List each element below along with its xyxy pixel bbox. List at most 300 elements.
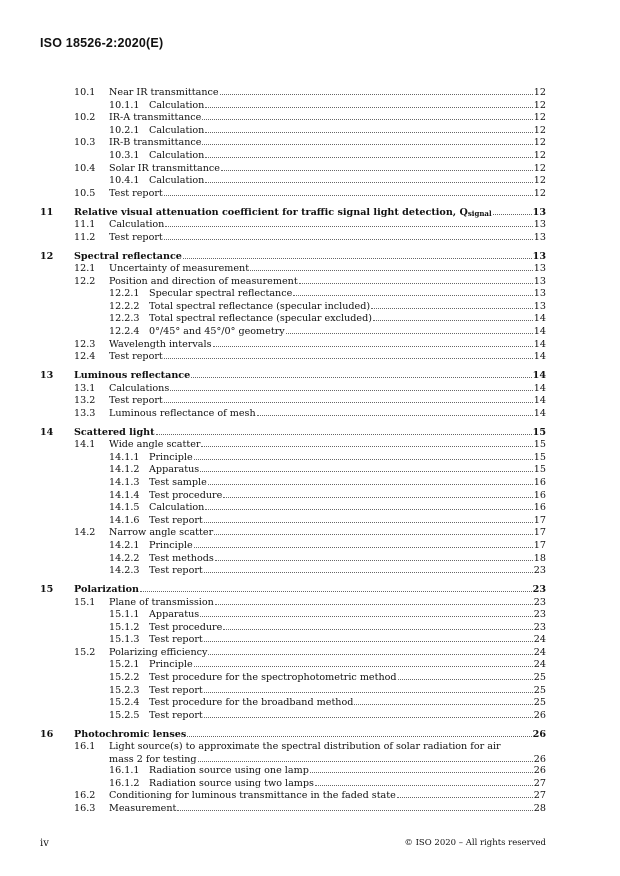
toc-entry-page: 28 [533,803,546,814]
toc-entry-number: 16.2 [74,790,96,802]
toc-entry-title-text: Test sample [149,476,207,488]
dot-leader [202,144,532,145]
toc-entry[interactable] [40,527,546,540]
toc-entry-page: 13 [533,275,546,287]
toc-entry[interactable] [40,452,546,465]
toc-entry-title [109,351,163,364]
toc-entry-title [149,301,370,314]
toc-entry-number: 16.1.2 [109,777,140,789]
toc-entry[interactable] [40,634,546,647]
toc-entry-title-text: Test report [149,565,203,577]
toc-entry-title-text: Test procedure for the spectrophotometric method [149,672,397,684]
toc-entry[interactable] [40,276,546,289]
toc-entry-number: 13.2 [74,395,96,407]
toc-entry-number: 14.2 [74,527,96,539]
toc-entry-title [149,540,193,553]
toc-entry-number: 12.4 [74,351,96,363]
toc-entry-title-text: Near IR transmittance [109,87,219,98]
toc-entry-title-text: Test report [149,634,203,646]
toc-entry-title-text: Calculation [149,175,205,187]
toc-entry[interactable] [40,137,546,150]
toc-entry-title-text: Apparatus [149,609,200,621]
dot-leader [140,591,532,592]
toc-entry-page: 15 [532,426,546,438]
toc-entry[interactable] [40,301,546,314]
toc-entry-title [149,150,204,163]
toc-entry-number: 10.5 [74,187,96,199]
dot-leader [221,170,533,171]
toc-entry-page: 16 [533,489,546,501]
toc-entry-title [109,339,212,352]
toc-entry-title-text: Wide angle scatter [109,439,201,451]
toc-entry-number: 15.2.4 [109,697,140,709]
toc-entry[interactable] [40,685,546,698]
toc-entry-number: 15 [40,583,54,595]
toc-entry-title-text: Spectral reflectance [74,250,182,262]
toc-entry[interactable] [40,263,546,276]
toc-entry-page: 14 [533,382,546,394]
toc-entry[interactable] [40,790,546,803]
toc-entry-title [109,408,256,421]
dot-leader [164,402,533,403]
toc-entry-title-text: Wavelength intervals [109,338,212,350]
toc-entry-page: 12 [533,87,546,98]
toc-entry-title-text: Uncertainty of measurement [109,263,250,275]
toc-entry-title-text: Calculation [149,502,205,514]
toc-entry[interactable] [40,150,546,163]
toc-entry[interactable] [40,439,546,452]
toc-entry-title-text: Solar IR transmittance [109,162,220,174]
toc-entry-title-text: Calculations [109,382,170,394]
toc-entry[interactable] [40,288,546,301]
dot-leader [194,459,533,460]
toc-entry[interactable] [40,729,546,742]
toc-entry-number: 12.2.1 [109,288,140,300]
toc-entry[interactable] [40,647,546,660]
dot-leader [310,772,533,773]
toc-entry-title-text: Radiation source using one lamp [149,765,309,777]
toc-entry-page: 12 [533,99,546,111]
dot-leader [200,616,533,617]
toc-entry[interactable] [40,597,546,610]
toc-entry-title-text: Position and direction of measurement [109,275,298,287]
toc-entry[interactable] [40,697,546,710]
toc-entry-title-text: Luminous reflectance of mesh [109,407,256,419]
toc-entry-page: 23 [532,583,546,595]
toc-entry-title [74,584,139,597]
toc-entry-page: 17 [533,514,546,526]
toc-entry-title [149,609,199,622]
toc-entry-title-text: Test report [109,395,163,407]
toc-entry-title [149,452,193,465]
toc-entry[interactable] [40,125,546,138]
toc-entry-title [109,87,219,100]
toc-entry-title [109,163,220,176]
toc-entry-number: 15.1 [74,596,96,608]
dot-leader [164,195,533,196]
dot-leader [164,239,533,240]
toc-entry-title-text: 0°/45° and 45°/0° geometry [149,326,285,338]
copyright-notice: © ISO 2020 – All rights reserved [404,838,546,848]
dot-leader [202,119,532,120]
toc-entry-page: 14 [533,395,546,407]
dot-leader [204,692,533,693]
toc-entry-number: 14.2.2 [109,552,140,564]
toc-entry[interactable] [40,175,546,188]
toc-entry-title-text: Total spectral reflectance (specular included) [149,300,371,312]
toc-entry-title [149,175,204,188]
toc-entry-title-text: Luminous reflectance [74,370,191,382]
toc-entry[interactable] [40,765,546,778]
dot-leader [371,308,533,309]
dot-leader [373,320,533,321]
dot-leader [204,641,533,642]
toc-entry-page: 13 [533,288,546,300]
dot-leader [208,654,532,655]
dot-leader [250,270,533,271]
toc-entry-page: 18 [533,552,546,564]
toc-entry[interactable] [40,464,546,477]
toc-entry[interactable] [40,502,546,515]
toc-entry-title [74,729,186,742]
toc-entry[interactable] [40,778,546,791]
toc-entry[interactable] [40,540,546,553]
toc-entry-number: 15.1.3 [109,634,140,646]
toc-entry-number: 15.2 [74,646,96,658]
dot-leader [223,497,532,498]
toc-entry-number: 12.2 [74,275,96,287]
toc-entry-page: 15 [533,451,546,463]
toc-entry-page: 14 [533,313,546,325]
toc-entry-page: 26 [533,709,546,721]
toc-entry-page: 13 [532,206,546,218]
toc-entry-title-text: Polarizing efficiency [109,646,208,658]
page-number: iv [40,838,49,849]
toc-entry[interactable] [40,565,546,578]
toc-entry-title [149,765,309,778]
toc-entry-number: 14.1 [74,439,96,451]
toc-entry-number: 14 [40,426,54,438]
toc-entry[interactable] [40,515,546,528]
toc-entry-title-text: Principle [149,451,193,463]
toc-entry-title [109,137,201,150]
dot-leader [220,94,533,95]
dot-leader [315,785,533,786]
toc-entry-title [149,100,204,113]
toc-entry-number: 16.1 [74,741,96,753]
toc-entry-title [74,370,190,383]
dot-leader [204,717,533,718]
dot-leader [215,560,533,561]
toc-entry-title [149,622,222,635]
toc-entry[interactable] [40,188,546,201]
toc-entry-number: 14.1.5 [109,502,140,514]
toc-entry-title-text: IR-B transmittance [109,137,202,149]
toc-entry-number: 10.3 [74,137,96,149]
toc-entry-page: 25 [533,672,546,684]
toc-entry-title-text: Test report [109,187,163,199]
toc-entry-page: 13 [533,263,546,275]
toc-entry-page: 27 [533,777,546,789]
toc-entry-title-text: Calculation [149,124,205,136]
toc-entry-number: 10.4.1 [109,175,140,187]
toc-entry-title [74,207,492,221]
toc-entry[interactable] [40,251,546,264]
dot-leader [286,333,533,334]
toc-entry-title-text: Scattered light [74,426,155,438]
toc-entry-title-text: Total spectral reflectance (specular excluded) [149,313,372,325]
toc-entry-title [149,326,285,339]
toc-entry-page: 14 [532,370,546,382]
dot-leader [194,666,533,667]
toc-entry-title [149,515,203,528]
toc-entry-page: 17 [533,527,546,539]
toc-entry-title [149,125,204,138]
toc-entry-title [149,659,193,672]
toc-entry-title-text: Conditioning for luminous transmittance in the faded state [109,790,396,802]
toc-entry[interactable] [40,100,546,113]
toc-entry[interactable] [40,659,546,672]
toc-entry-page: 14 [533,326,546,338]
toc-entry-title-text: Photochromic lenses [74,728,187,740]
toc-entry-number: 14.2.3 [109,565,140,577]
toc-entry[interactable] [40,584,546,597]
toc-entry-title [109,439,200,452]
toc-entry-page: 15 [533,439,546,451]
toc-entry-page: 23 [533,596,546,608]
toc-entry[interactable] [40,163,546,176]
toc-entry-number: 12.2.4 [109,326,140,338]
toc-entry-page: 26 [532,728,546,740]
dot-leader [257,415,533,416]
toc-entry[interactable] [40,395,546,408]
dot-leader [397,797,533,798]
toc-entry-number: 16 [40,728,54,740]
toc-entry-title [109,597,214,610]
toc-entry-title [109,232,163,245]
toc-entry-page: 25 [533,697,546,709]
toc-entry-title [109,263,249,276]
dot-leader [177,810,532,811]
dot-leader [205,157,532,158]
toc-entry-title-text: Test report [149,709,203,721]
toc-entry-title [149,464,199,477]
toc-entry[interactable] [40,553,546,566]
toc-entry-number: 12.2.3 [109,313,140,325]
toc-entry-title-text: Calculation [149,99,205,111]
toc-entry-title-text: Test procedure [149,621,223,633]
toc-entry[interactable] [40,803,546,816]
toc-entry-page: 23 [533,609,546,621]
toc-entry[interactable] [40,490,546,503]
toc-entry[interactable] [40,427,546,440]
toc-entry-page: 12 [533,124,546,136]
toc-entry-number: 15.2.3 [109,684,140,696]
toc-entry[interactable] [40,710,546,723]
toc-entry[interactable] [40,351,546,364]
toc-entry-page: 14 [533,407,546,419]
toc-entry[interactable] [40,609,546,622]
toc-entry[interactable] [40,112,546,125]
dot-leader [205,509,532,510]
toc-entry-title [109,647,207,660]
toc-entry-title-text: Test procedure for the broadband method [149,697,354,709]
toc-entry[interactable] [40,408,546,421]
toc-entry-page: 24 [533,646,546,658]
toc-entry-title [109,276,298,289]
dot-leader [194,547,533,548]
toc-entry-title-text: IR-A transmittance [109,112,202,124]
toc-entry-number: 11.2 [74,231,96,243]
toc-entry-title [74,251,182,264]
toc-entry-page: 13 [533,219,546,231]
toc-entry-number: 13 [40,370,54,382]
toc-entry-title-continued: mass 2 for testing [109,753,197,765]
toc-entry-title [149,685,203,698]
toc-entry-page: 12 [533,187,546,199]
toc-entry-title [149,697,353,710]
toc-entry[interactable] [40,207,546,220]
toc-entry-number: 10.1.1 [109,99,140,111]
table-of-contents [40,87,546,816]
dot-leader [200,471,533,472]
toc-entry-title [109,803,176,816]
toc-entry-page: 12 [533,149,546,161]
toc-entry-number: 12 [40,250,54,262]
toc-entry-number: 14.2.1 [109,539,140,551]
toc-entry-page: 12 [533,175,546,187]
toc-entry-page: 13 [532,250,546,262]
toc-entry-title [149,565,203,578]
dot-leader [354,704,532,705]
toc-entry[interactable] [40,219,546,232]
toc-entry-title-text: Narrow angle scatter [109,527,214,539]
toc-entry-title-text: Test report [109,351,163,363]
toc-entry-page: 25 [533,684,546,696]
toc-entry[interactable] [40,370,546,383]
toc-entry-number: 10.1 [74,87,96,98]
toc-entry[interactable] [40,477,546,490]
toc-entry-number: 16.1.1 [109,765,140,777]
toc-entry-number: 14.1.3 [109,476,140,488]
toc-entry-title-text: Test procedure [149,489,223,501]
dot-leader [198,761,533,762]
toc-entry-page: 15 [533,464,546,476]
toc-entry-title-text: Test report [149,684,203,696]
toc-entry-number: 14.1.2 [109,464,140,476]
toc-entry[interactable] [40,622,546,635]
toc-entry-number: 12.2.2 [109,300,140,312]
toc-entry[interactable] [40,741,546,765]
dot-leader [208,484,533,485]
toc-entry-title [109,527,213,540]
dot-leader [205,132,532,133]
dot-leader [156,434,532,435]
dot-leader [398,679,533,680]
toc-entry-page: 23 [533,621,546,633]
dot-leader [223,629,532,630]
toc-entry-title [149,502,204,515]
toc-entry-number: 12.3 [74,338,96,350]
toc-entry-title-text: Principle [149,659,193,671]
toc-entry[interactable] [40,672,546,685]
toc-entry-page: 13 [533,231,546,243]
toc-entry-number: 10.2 [74,112,96,124]
toc-entry-page: 23 [533,565,546,577]
dot-leader [187,736,531,737]
toc-entry-number: 14.1.1 [109,451,140,463]
toc-entry-number: 14.1.4 [109,489,140,501]
toc-entry[interactable] [40,326,546,339]
dot-leader [293,295,533,296]
toc-entry[interactable] [40,339,546,352]
toc-entry-title-text: Polarization [74,583,140,595]
toc-entry-page: 12 [533,112,546,124]
toc-entry-title [109,112,201,125]
toc-entry-number: 13.3 [74,407,96,419]
toc-entry-page: 27 [533,790,546,802]
toc-entry-title [149,288,292,301]
toc-entry-page: 26 [533,765,546,777]
toc-entry-title-text: Radiation source using two lamps [149,777,314,789]
toc-entry-number: 15.2.1 [109,659,140,671]
toc-entry-title [109,395,163,408]
toc-entry-number: 10.2.1 [109,124,140,136]
toc-entry-page: 12 [533,137,546,149]
toc-entry-title [149,710,203,723]
toc-entry-title-text: Test methods [149,552,214,564]
toc-entry-page: 14 [533,351,546,363]
toc-entry-title-text: Measurement [109,803,177,814]
dot-leader [183,258,532,259]
toc-entry-number: 15.2.5 [109,709,140,721]
toc-entry-title-text: Test report [109,231,163,243]
toc-entry[interactable] [40,232,546,245]
toc-entry-title [149,778,314,791]
toc-entry-page: 24 [533,659,546,671]
toc-entry-title-text: Calculation [109,219,165,231]
dot-leader [493,214,532,215]
dot-leader [164,358,533,359]
toc-entry-title [149,634,203,647]
document-id-header: ISO 18526-2:2020(E) [40,36,164,50]
toc-entry-title-text: Test report [149,514,203,526]
dot-leader [170,390,533,391]
dot-leader [204,522,533,523]
dot-leader [204,572,533,573]
toc-entry-title [149,477,207,490]
toc-entry-page: 17 [533,539,546,551]
toc-entry-number: 16.3 [74,803,96,814]
toc-entry[interactable] [40,313,546,326]
dot-leader [214,534,533,535]
toc-entry-title-text: Principle [149,539,193,551]
toc-entry-title-text: Relative visual attenuation coefficient for traffic signal light detection, Q [74,206,468,218]
toc-entry-number: 15.1.1 [109,609,140,621]
toc-entry-number: 11.1 [74,219,96,231]
toc-entry-number: 13.1 [74,382,96,394]
toc-entry-title [149,553,214,566]
toc-entry[interactable] [40,383,546,396]
toc-entry-number: 10.4 [74,162,96,174]
toc-entry-title-text: Apparatus [149,464,200,476]
toc-entry-page: 13 [533,300,546,312]
toc-entry-page: 12 [533,162,546,174]
toc-entry[interactable] [40,87,546,100]
toc-entry-title [149,490,222,503]
toc-entry-page: 14 [533,338,546,350]
toc-entry-title-text: Calculation [149,149,205,161]
